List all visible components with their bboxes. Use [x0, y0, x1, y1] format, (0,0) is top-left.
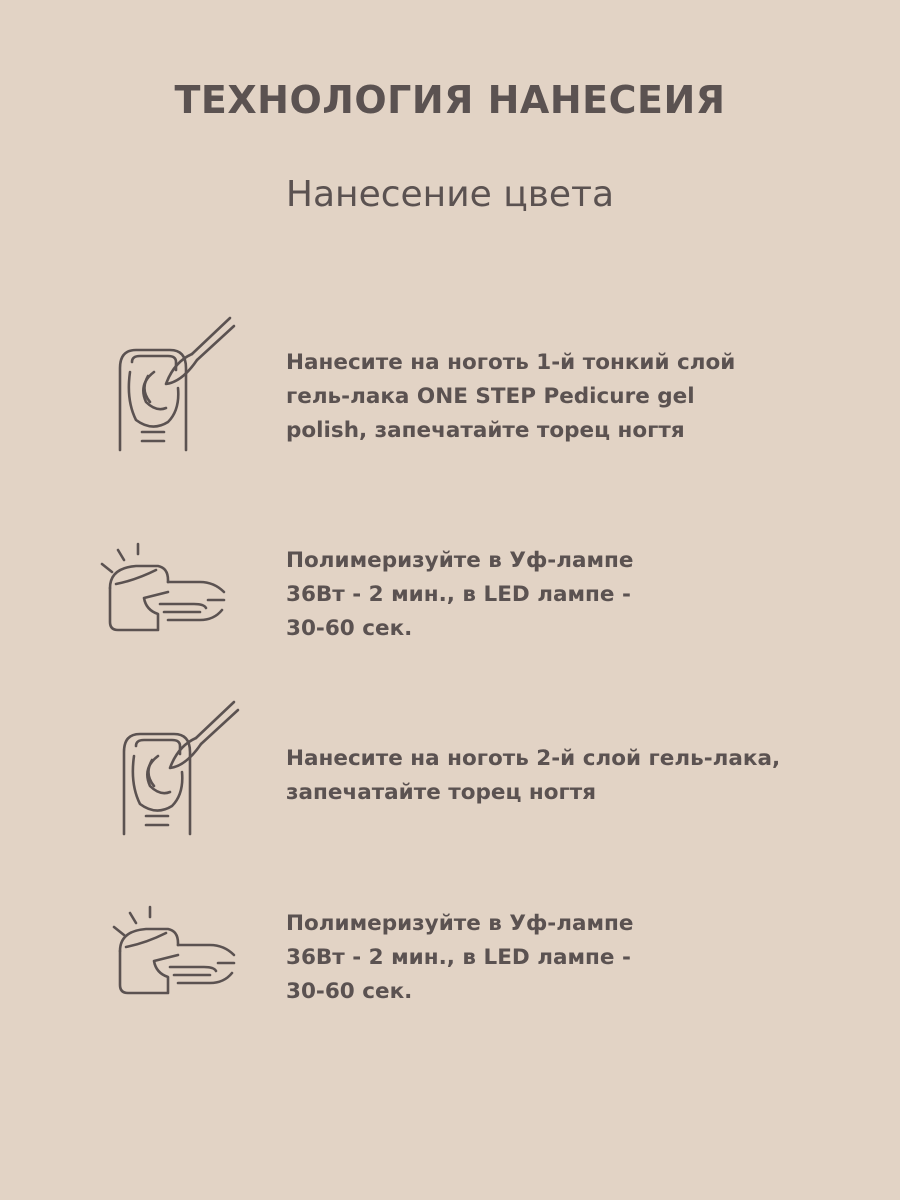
nail-brush-icon — [96, 310, 246, 460]
uv-lamp-hand-icon — [96, 534, 246, 684]
nail-brush-icon — [96, 694, 246, 844]
step-4-text: Полимеризуйте в Уф-лампе 36Вт - 2 мин., в LED лампе - 30-60 сек. — [286, 911, 634, 1004]
page-subtitle: Нанесение цвета — [285, 174, 615, 215]
step-3-text: Нанесите на ноготь 2-й слой гель-лака, запечатайте торец ногтя — [286, 746, 781, 805]
uv-lamp-hand-icon — [96, 897, 246, 1047]
step-1-text: Нанесите на ноготь 1-й тонкий слой гель-лака ONE STEP Pedicure gel polish, запечатайте торец ногтя — [286, 350, 736, 443]
step-2-text: Полимеризуйте в Уф-лампе 36Вт - 2 мин., в LED лампе - 30-60 сек. — [286, 548, 634, 641]
page-title: ТЕХНОЛОГИЯ НАНЕСЕИЯ — [174, 78, 726, 122]
